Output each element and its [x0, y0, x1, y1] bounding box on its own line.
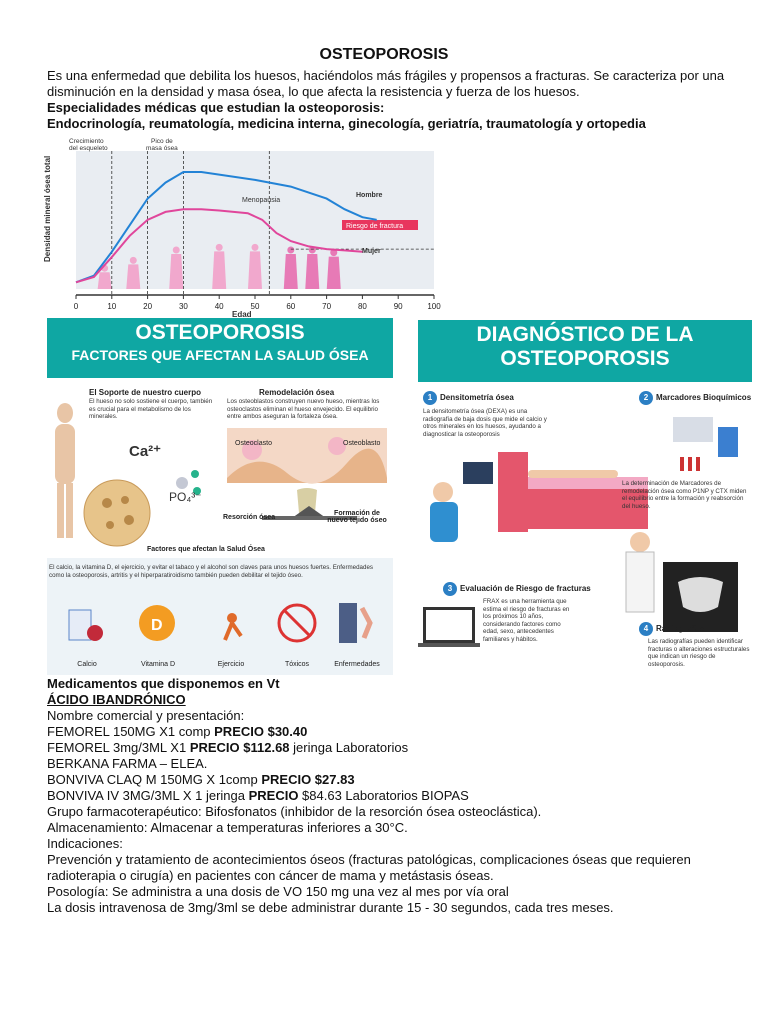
figure-body [284, 254, 298, 289]
intro-paragraph: Es una enfermedad que debilita los huesos, haciéndolos más frágiles y propensos a fracturas. Se caracteriza por una disminución en la densidad y masa ósea, lo que afecta la resistencia y fuerza de los huesos. [47, 68, 725, 99]
diagnosis-title: DIAGNÓSTICO DE LA [476, 323, 694, 346]
formacion-label: Formación de nuevo tejido óseo [327, 510, 387, 524]
diagnosis-infographic [418, 320, 752, 680]
figure-body [212, 251, 226, 289]
icon-toxicos-label: Tóxicos [284, 661, 310, 668]
step-2-badge: 2 [639, 391, 653, 405]
figure-body [126, 264, 140, 289]
med-line: Posología: Se administra a una dosis de VO 150 mg una vez al mes por vía oral [47, 884, 509, 899]
x-tick-label: 10 [107, 302, 117, 311]
x-tick-label: 20 [143, 302, 153, 311]
med-line: Grupo farmacoterapéutico: Bifosfonatos (inhibidor de la resorción ósea osteoclástica). [47, 804, 542, 819]
step-4-text: Las radiografías pueden identificar fracturas o alteraciones estructurales que indican un riesgo de osteoporosis. [648, 638, 750, 668]
phosphate-label: PO₄³⁻ [169, 490, 202, 504]
icon-vitamina-d-label: Vitamina D [140, 661, 176, 668]
annotation-crecimiento: Crecimiento del esqueleto [69, 138, 108, 152]
osteoblasto-label: Osteoblasto [343, 440, 381, 447]
figure-body [248, 251, 262, 289]
y-axis-label: Densidad mineral ósea total [43, 155, 52, 262]
step-3-text: FRAX es una herramienta que estima el riesgo de fracturas en los próximos 10 años, considerando factores como edad, sexo, antecedentes familiares y hábitos. [483, 598, 570, 643]
factors-title: OSTEOPOROSIS [135, 321, 305, 344]
medications-heading: Medicamentos que disponemos en Vt [47, 676, 280, 691]
support-text: El hueso no solo sostiene el cuerpo, también es crucial para el metabolismo de los minerales. [89, 398, 213, 421]
med-line: BERKANA FARMA – ELEA. [47, 756, 208, 771]
x-axis-label: Edad [232, 310, 252, 317]
figure-body [169, 254, 183, 289]
icon-calcio-label: Calcio [77, 661, 97, 668]
remodel-title: Remodelación ósea [259, 388, 335, 397]
drug-name: ÁCIDO IBANDRÓNICO [47, 692, 186, 707]
x-tick-label: 80 [357, 302, 367, 311]
bone-density-chart [36, 134, 448, 317]
x-tick-label: 40 [214, 302, 224, 311]
step-4-badge: 4 [639, 622, 653, 636]
step-2-title: Marcadores Bioquímicos [656, 393, 752, 402]
icon-ejercicio-label: Ejercicio [217, 661, 245, 668]
page-title: OSTEOPOROSIS [319, 46, 449, 63]
med-line: Nombre comercial y presentación: [47, 708, 245, 723]
medications-section [47, 676, 747, 916]
factors-infographic [47, 318, 393, 675]
diagnosis-subtitle: OSTEOPOROSIS [500, 347, 670, 370]
step-2-text: La determinación de Marcadores de remodelación ósea como P1NP y CTX miden el equilibrio entre la formación y reabsorción del hueso. [622, 480, 747, 510]
figure-body [327, 257, 341, 289]
x-tick-label: 50 [250, 302, 260, 311]
factors-body: El calcio, la vitamina D, el ejercicio, y evitar el tabaco y el alcohol son claves para unos huesos fuertes. Enfermedades como la osteoporosis, artritis y el hiperparatiroidismo también pueden debilitar el tejido óseo. [49, 564, 373, 579]
figure-body [98, 272, 112, 289]
figure-head [252, 244, 259, 251]
resorcion-label: Resorción ósea [223, 514, 276, 521]
osteoclasto-label: Osteoclasto [235, 440, 272, 447]
specialties-heading: Especialidades médicas que estudian la osteoporosis: [47, 100, 385, 115]
med-line: radioterapia o cirugía) en pacientes con cáncer de mama y metástasis óseas. [47, 868, 494, 883]
price: PRECIO $112.68 [189, 740, 290, 755]
support-title: El Soporte de nuestro cuerpo [89, 388, 202, 397]
step-4-title: Radiografías [656, 624, 705, 633]
x-tick-label: 70 [322, 302, 332, 311]
med-line: BONVIVA CLAQ M 150MG X 1comp PRECIO $27.83 [47, 772, 355, 787]
calcium-label: Ca²⁺ [129, 443, 162, 460]
step-1-badge: 1 [423, 391, 437, 405]
med-line: FEMOREL 150MG X1 comp PRECIO $30.40 [47, 724, 308, 739]
x-tick-label: 0 [73, 302, 79, 311]
legend-hombre: Hombre [356, 192, 383, 199]
specialties-list: Endocrinología, reumatología, medicina interna, ginecología, geriatría, traumatología y ortopedia [47, 116, 646, 131]
figure-body [305, 254, 319, 289]
step-3-badge: 3 [443, 582, 457, 596]
med-line: La dosis intravenosa de 3mg/3ml se debe administrar durante 15 - 30 segundos, cada tres meses. [47, 900, 614, 915]
factors-illustration [47, 378, 393, 675]
x-tick-label: 90 [393, 302, 403, 311]
annotation-menopausia: Menopausia [242, 197, 281, 204]
legend-mujer: Mujer [362, 248, 381, 255]
factors-caption: Factores que afectan la Salud Ósea [147, 546, 265, 553]
med-line: Almacenamiento: Almacenar a temperaturas inferiores a 30°C. [47, 820, 408, 835]
remodel-text: Los osteoblastos construyen nuevo hueso, mientras los osteoclastos eliminan el hueso envejecido. El equilibrio entre ambos aseguran la fortaleza ósea. [227, 398, 380, 421]
factors-subtitle: FACTORES QUE AFECTAN LA SALUD ÓSEA [71, 347, 369, 363]
price-label: PRECIO [248, 788, 299, 803]
x-tick-label: 30 [178, 302, 188, 311]
figure-head [130, 257, 137, 264]
step-3-title: Evaluación de Riesgo de fracturas [460, 584, 591, 593]
price: PRECIO $30.40 [214, 724, 308, 739]
step-1-title: Densitometría ósea [440, 393, 514, 402]
factors-banner [47, 318, 393, 378]
step-1-text: La densitometría ósea (DEXA) es una radiografía de baja dosis que mide el calcio y otros minerales en los huesos, ayudando a diagnosticar la osteoporosis [423, 408, 547, 438]
price: PRECIO $27.83 [261, 772, 355, 787]
annotation-pico: Pico de masa ósea [146, 138, 178, 152]
x-tick-label: 60 [286, 302, 296, 311]
figure-head [287, 247, 294, 254]
figure-head [173, 247, 180, 254]
annotation-riesgo: Riesgo de fractura [346, 223, 404, 230]
figure-head [216, 244, 223, 251]
svg-text:D: D [151, 617, 163, 634]
icon-enfermedades-label: Enfermedades [334, 661, 380, 668]
med-line: FEMOREL 3mg/3ML X1 PRECIO $112.68 jeringa Laboratorios [47, 740, 409, 755]
diagnosis-banner [418, 320, 752, 382]
x-tick-label: 100 [427, 302, 441, 311]
med-line: Indicaciones: [47, 836, 123, 851]
med-line: BONVIVA IV 3MG/3ML X 1 jeringa PRECIO $84.63 Laboratorios BIOPAS [47, 788, 469, 803]
med-line: Prevención y tratamiento de acontecimientos óseos (fracturas patológicas, complicaciones óseas que requieren [47, 852, 691, 867]
